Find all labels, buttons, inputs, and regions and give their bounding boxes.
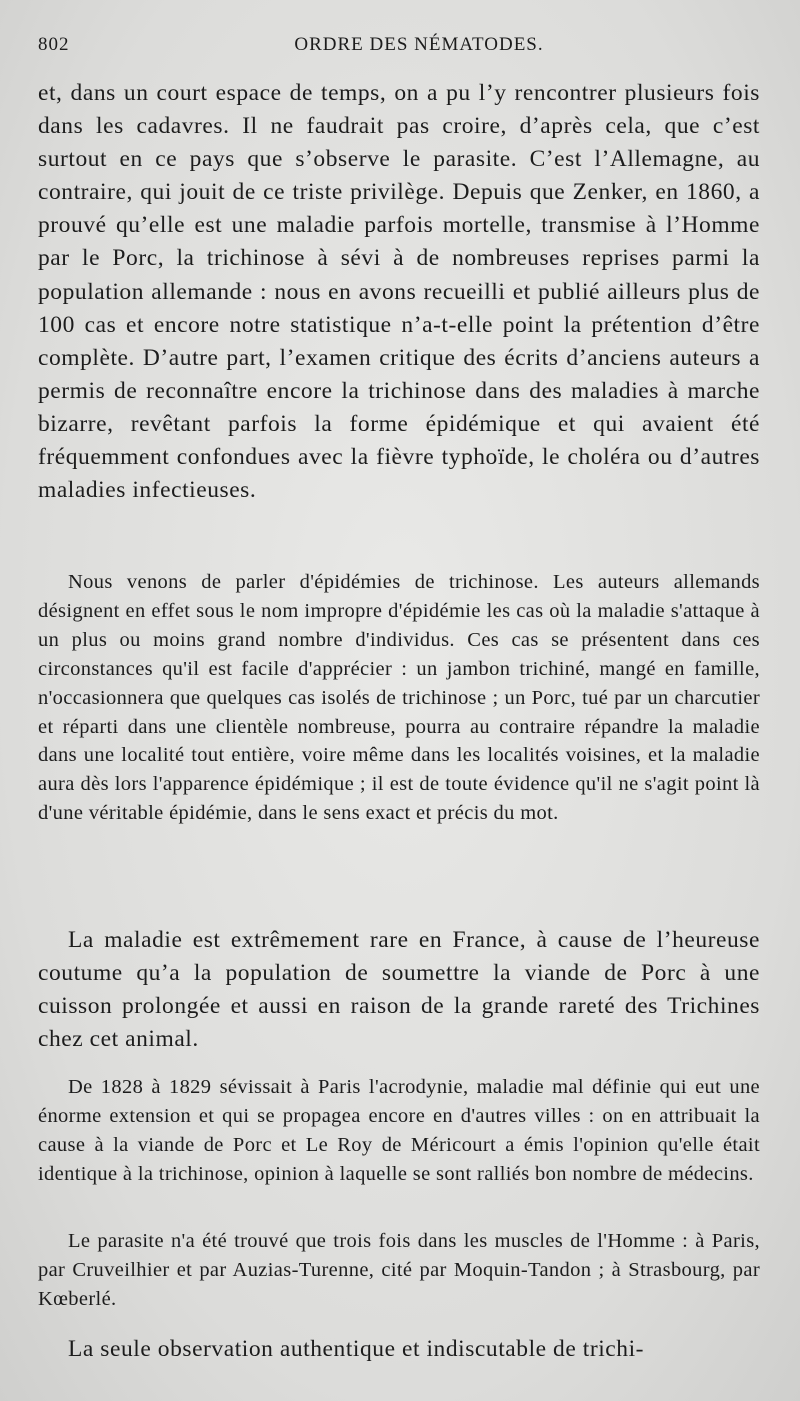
paragraph-parasite: Le parasite n'a été trouvé que trois fois dans les muscles de l'Homme : à Paris, par Cruveilhier et par Auzias-Turenne, cité par Moquin-Tandon ; à Strasbourg, par Kœberlé. <box>38 1230 760 1310</box>
paragraph-intro: et, dans un court espace de temps, on a pu l’y rencontrer plusieurs fois dans les cadavres. Il ne faudrait pas croire, d’après cela, que c’est surtout en ce pays que s’observe le parasite. C’est l’Allemagne, au contraire, qui jouit de ce triste privilège. Depuis que Zenker, en 1860, a prouvé qu’elle est une maladie parfois mortelle, transmise à l’Homme par le Porc, la trichinose à sévi à de nombreuses reprises parmi la population allemande : nous en avons recueilli et publié ailleurs plus de 100 cas et encore notre statistique n’a-t-elle point la prétention d’être complète. D’autre part, l’examen critique des écrits d’anciens auteurs a permis de reconnaître encore la trichinose dans des maladies à marche bizarre, revêtant parfois la forme épidémique et qui avaient été fréquemment confondues avec la fièvre typhoïde, le choléra ou d’autres maladies infectieuses. <box>38 80 760 504</box>
paragraph-epidemies: Nous venons de parler d'épidémies de trichinose. Les auteurs allemands désignent en effet sous le nom impropre d'épidémie les cas où la maladie s'attaque à un plus ou moins grand nombre d'individus. Ces cas se présentent dans ces circonstances qu'il est facile d'apprécier : un jambon trichiné, mangé en famille, n'occasionnera que quelques cas isolés de trichinose ; un Porc, tué par un charcutier et réparti dans une clientèle nombreuse, pourra au contraire répandre la maladie dans une localité tout entière, voire même dans les localités voisines, et la maladie aura dès lors l'apparence épidémique ; il est de toute évidence qu'il ne s'agit point là d'une véritable épidémie, dans le sens exact et précis du mot. <box>38 571 760 825</box>
page-number: 802 <box>38 34 70 55</box>
running-title: ORDRE DES NÉMATODES. <box>294 34 544 55</box>
page-header <box>38 34 760 62</box>
paragraph-france: La maladie est extrêmement rare en France, à cause de l’heureuse coutume qu’a la population de soumettre la viande de Porc à une cuisson prolongée et aussi en raison de la grande rareté des Trichines chez cet animal. <box>38 927 760 1053</box>
paragraph-observation: La seule observation authentique et indiscutable de trichi- <box>68 1336 645 1362</box>
paragraph-acrodynie: De 1828 à 1829 sévissait à Paris l'acrodynie, maladie mal définie qui eut une énorme extension et qui se propagea encore en d'autres villes : on en attribuait la cause à la viande de Porc et Le Roy de Méricourt a émis l'opinion qu'elle était identique à la trichinose, opinion à laquelle se sont ralliés bon nombre de médecins. <box>38 1076 760 1185</box>
